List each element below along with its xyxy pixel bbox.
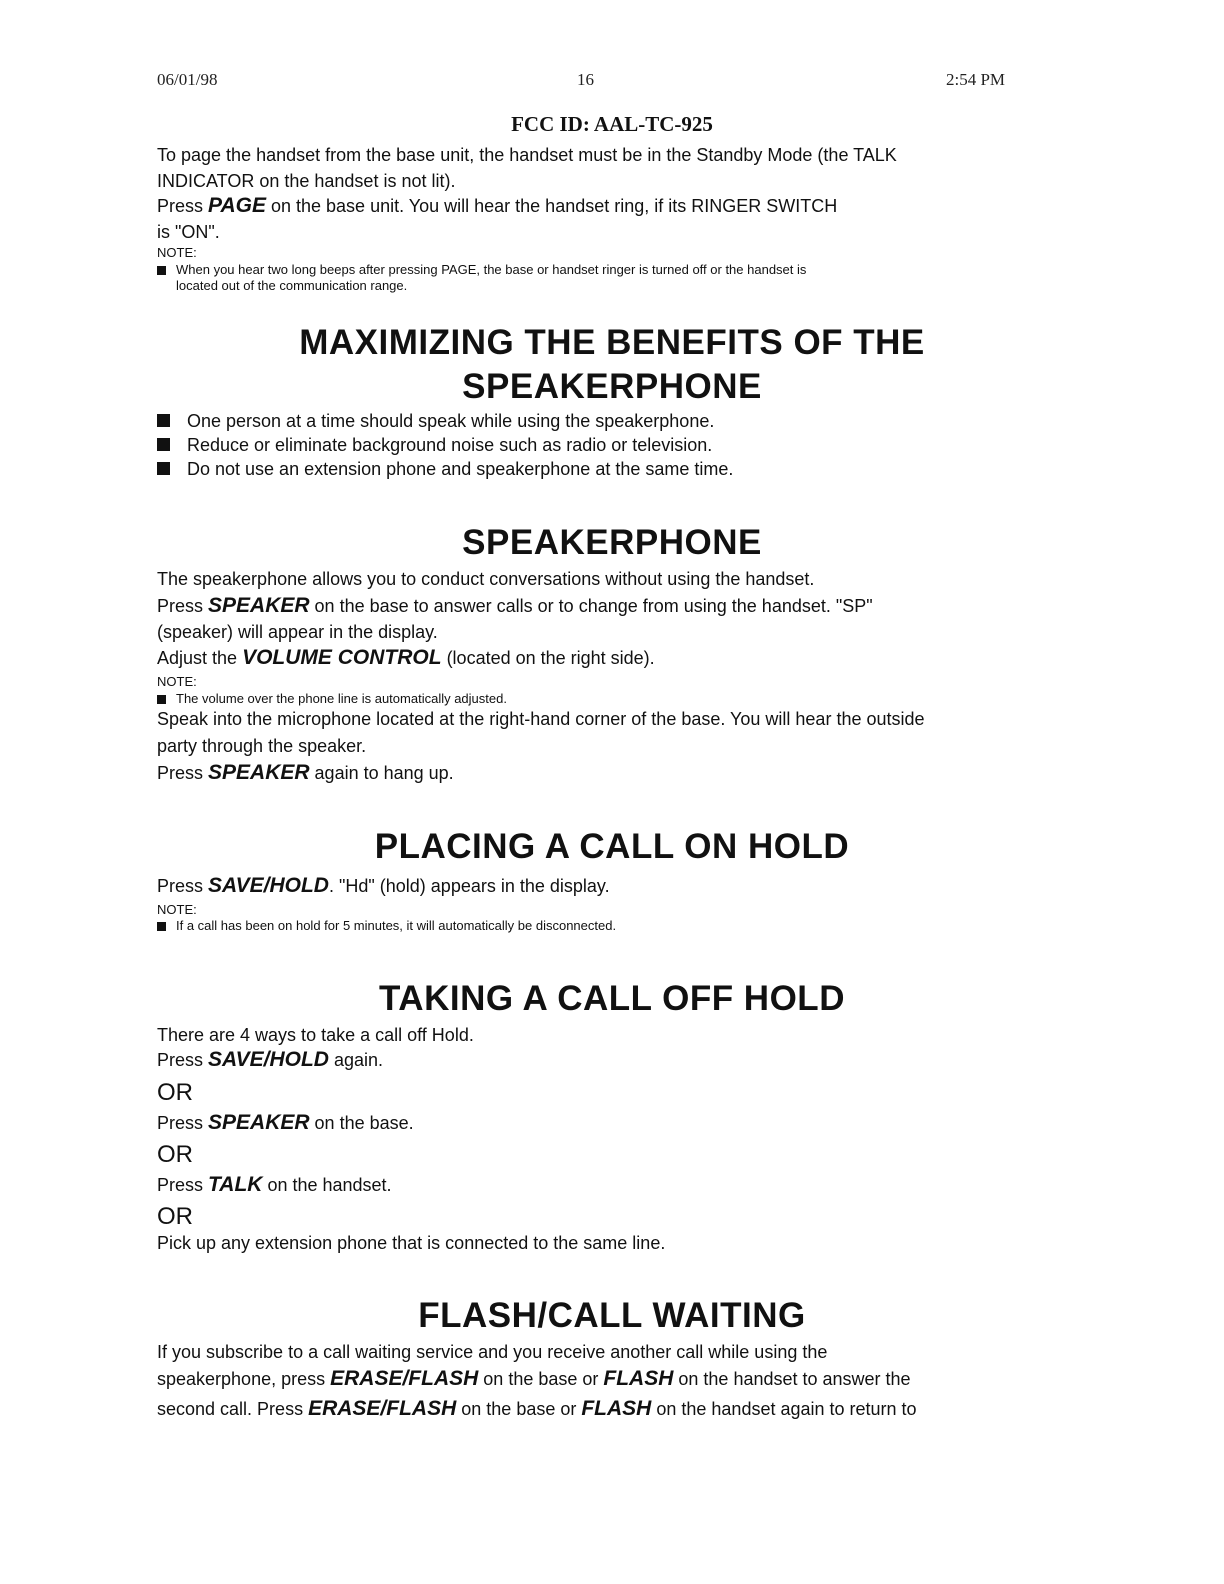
bullet-icon: [157, 695, 166, 704]
page-key: PAGE: [208, 194, 266, 217]
bullet-item-1: One person at a time should speak while using the speakerphone.: [157, 408, 714, 434]
bullet-icon: [157, 462, 170, 475]
hold-title: PLACING A CALL ON HOLD: [374, 827, 850, 866]
speakerphone-line5: Speak into the microphone located at the right-hand corner of the base. You will hear the outside: [157, 709, 925, 729]
speakerphone-line1: The speakerphone allows you to conduct conversations without using the handset.: [157, 569, 815, 589]
erase-flash-key: ERASE/FLASH: [308, 1397, 457, 1420]
bullet-icon: [157, 266, 166, 275]
speakerphone-line4: Adjust the VOLUME CONTROL (located on the right side).: [157, 646, 655, 669]
off-hold-way-1: Press SAVE/HOLD again.: [157, 1048, 384, 1071]
speakerphone-note: The volume over the phone line is automatically adjusted.: [157, 691, 507, 707]
volume-key: VOLUME CONTROL: [242, 646, 442, 669]
flash-line3: second call. Press ERASE/FLASH on the base or FLASH on the handset again to return to: [157, 1397, 917, 1420]
hold-note: If a call has been on hold for 5 minutes, it will automatically be disconnected.: [157, 918, 616, 934]
flash-title: FLASH/CALL WAITING: [418, 1296, 806, 1335]
flash-key: FLASH: [603, 1367, 674, 1390]
save-hold-key: SAVE/HOLD: [208, 1048, 329, 1071]
or-label: OR: [157, 1079, 193, 1106]
off-hold-way-2: Press SPEAKER on the base.: [157, 1111, 414, 1134]
off-hold-title: TAKING A CALL OFF HOLD: [379, 979, 845, 1018]
speakerphone-line7: Press SPEAKER again to hang up.: [157, 761, 454, 784]
speaker-key: SPEAKER: [208, 761, 310, 784]
hold-line1: Press SAVE/HOLD. "Hd" (hold) appears in the display.: [157, 874, 610, 897]
speakerphone-title: SPEAKERPHONE: [462, 523, 762, 562]
talk-key: TALK: [208, 1173, 263, 1196]
header-time: 2:54 PM: [946, 70, 1006, 89]
note-label: NOTE:: [157, 902, 197, 917]
page-number: 16: [577, 70, 594, 89]
or-label: OR: [157, 1141, 193, 1168]
note-label: NOTE:: [157, 674, 197, 689]
page-intro-line4: is "ON".: [157, 222, 220, 242]
bullet-item-3: Do not use an extension phone and speakerphone at the same time.: [157, 456, 733, 482]
page-intro-line2: INDICATOR on the handset is not lit).: [157, 171, 456, 191]
bullet-icon: [157, 922, 166, 931]
speakerphone-line3: (speaker) will appear in the display.: [157, 622, 438, 642]
or-label: OR: [157, 1203, 193, 1230]
speaker-key: SPEAKER: [208, 594, 310, 617]
bullet-item-2: Reduce or eliminate background noise such as radio or television.: [157, 432, 712, 458]
speaker-key: SPEAKER: [208, 1111, 310, 1134]
speakerphone-line6: party through the speaker.: [157, 736, 367, 756]
off-hold-way-3: Press TALK on the handset.: [157, 1173, 392, 1196]
maximizing-title-2: SPEAKERPHONE: [462, 367, 762, 406]
flash-line1: If you subscribe to a call waiting service and you receive another call while using the: [157, 1342, 828, 1362]
header-date: 06/01/98: [157, 70, 218, 89]
flash-line2: speakerphone, press ERASE/FLASH on the base or FLASH on the handset to answer the: [157, 1367, 911, 1390]
maximizing-title-1: MAXIMIZING THE BENEFITS OF THE: [299, 323, 925, 362]
note-label: NOTE:: [157, 245, 197, 260]
erase-flash-key: ERASE/FLASH: [330, 1367, 479, 1390]
off-hold-line1: There are 4 ways to take a call off Hold.: [157, 1025, 474, 1045]
page-intro-line1: To page the handset from the base unit, the handset must be in the Standby Mode (the TALK: [157, 145, 897, 165]
page-note: When you hear two long beeps after pressing PAGE, the base or handset ringer is turned off or the handset is located out of the communication range.: [157, 262, 806, 294]
fcc-id: FCC ID: AAL-TC-925: [511, 112, 713, 136]
bullet-icon: [157, 438, 170, 451]
off-hold-way-4: Pick up any extension phone that is connected to the same line.: [157, 1233, 666, 1253]
flash-key: FLASH: [581, 1397, 652, 1420]
bullet-icon: [157, 414, 170, 427]
page-intro-line3: Press PAGE on the base unit. You will hear the handset ring, if its RINGER SWITCH: [157, 194, 838, 217]
save-hold-key: SAVE/HOLD: [208, 874, 329, 897]
speakerphone-line2: Press SPEAKER on the base to answer calls or to change from using the handset. "SP": [157, 594, 873, 617]
